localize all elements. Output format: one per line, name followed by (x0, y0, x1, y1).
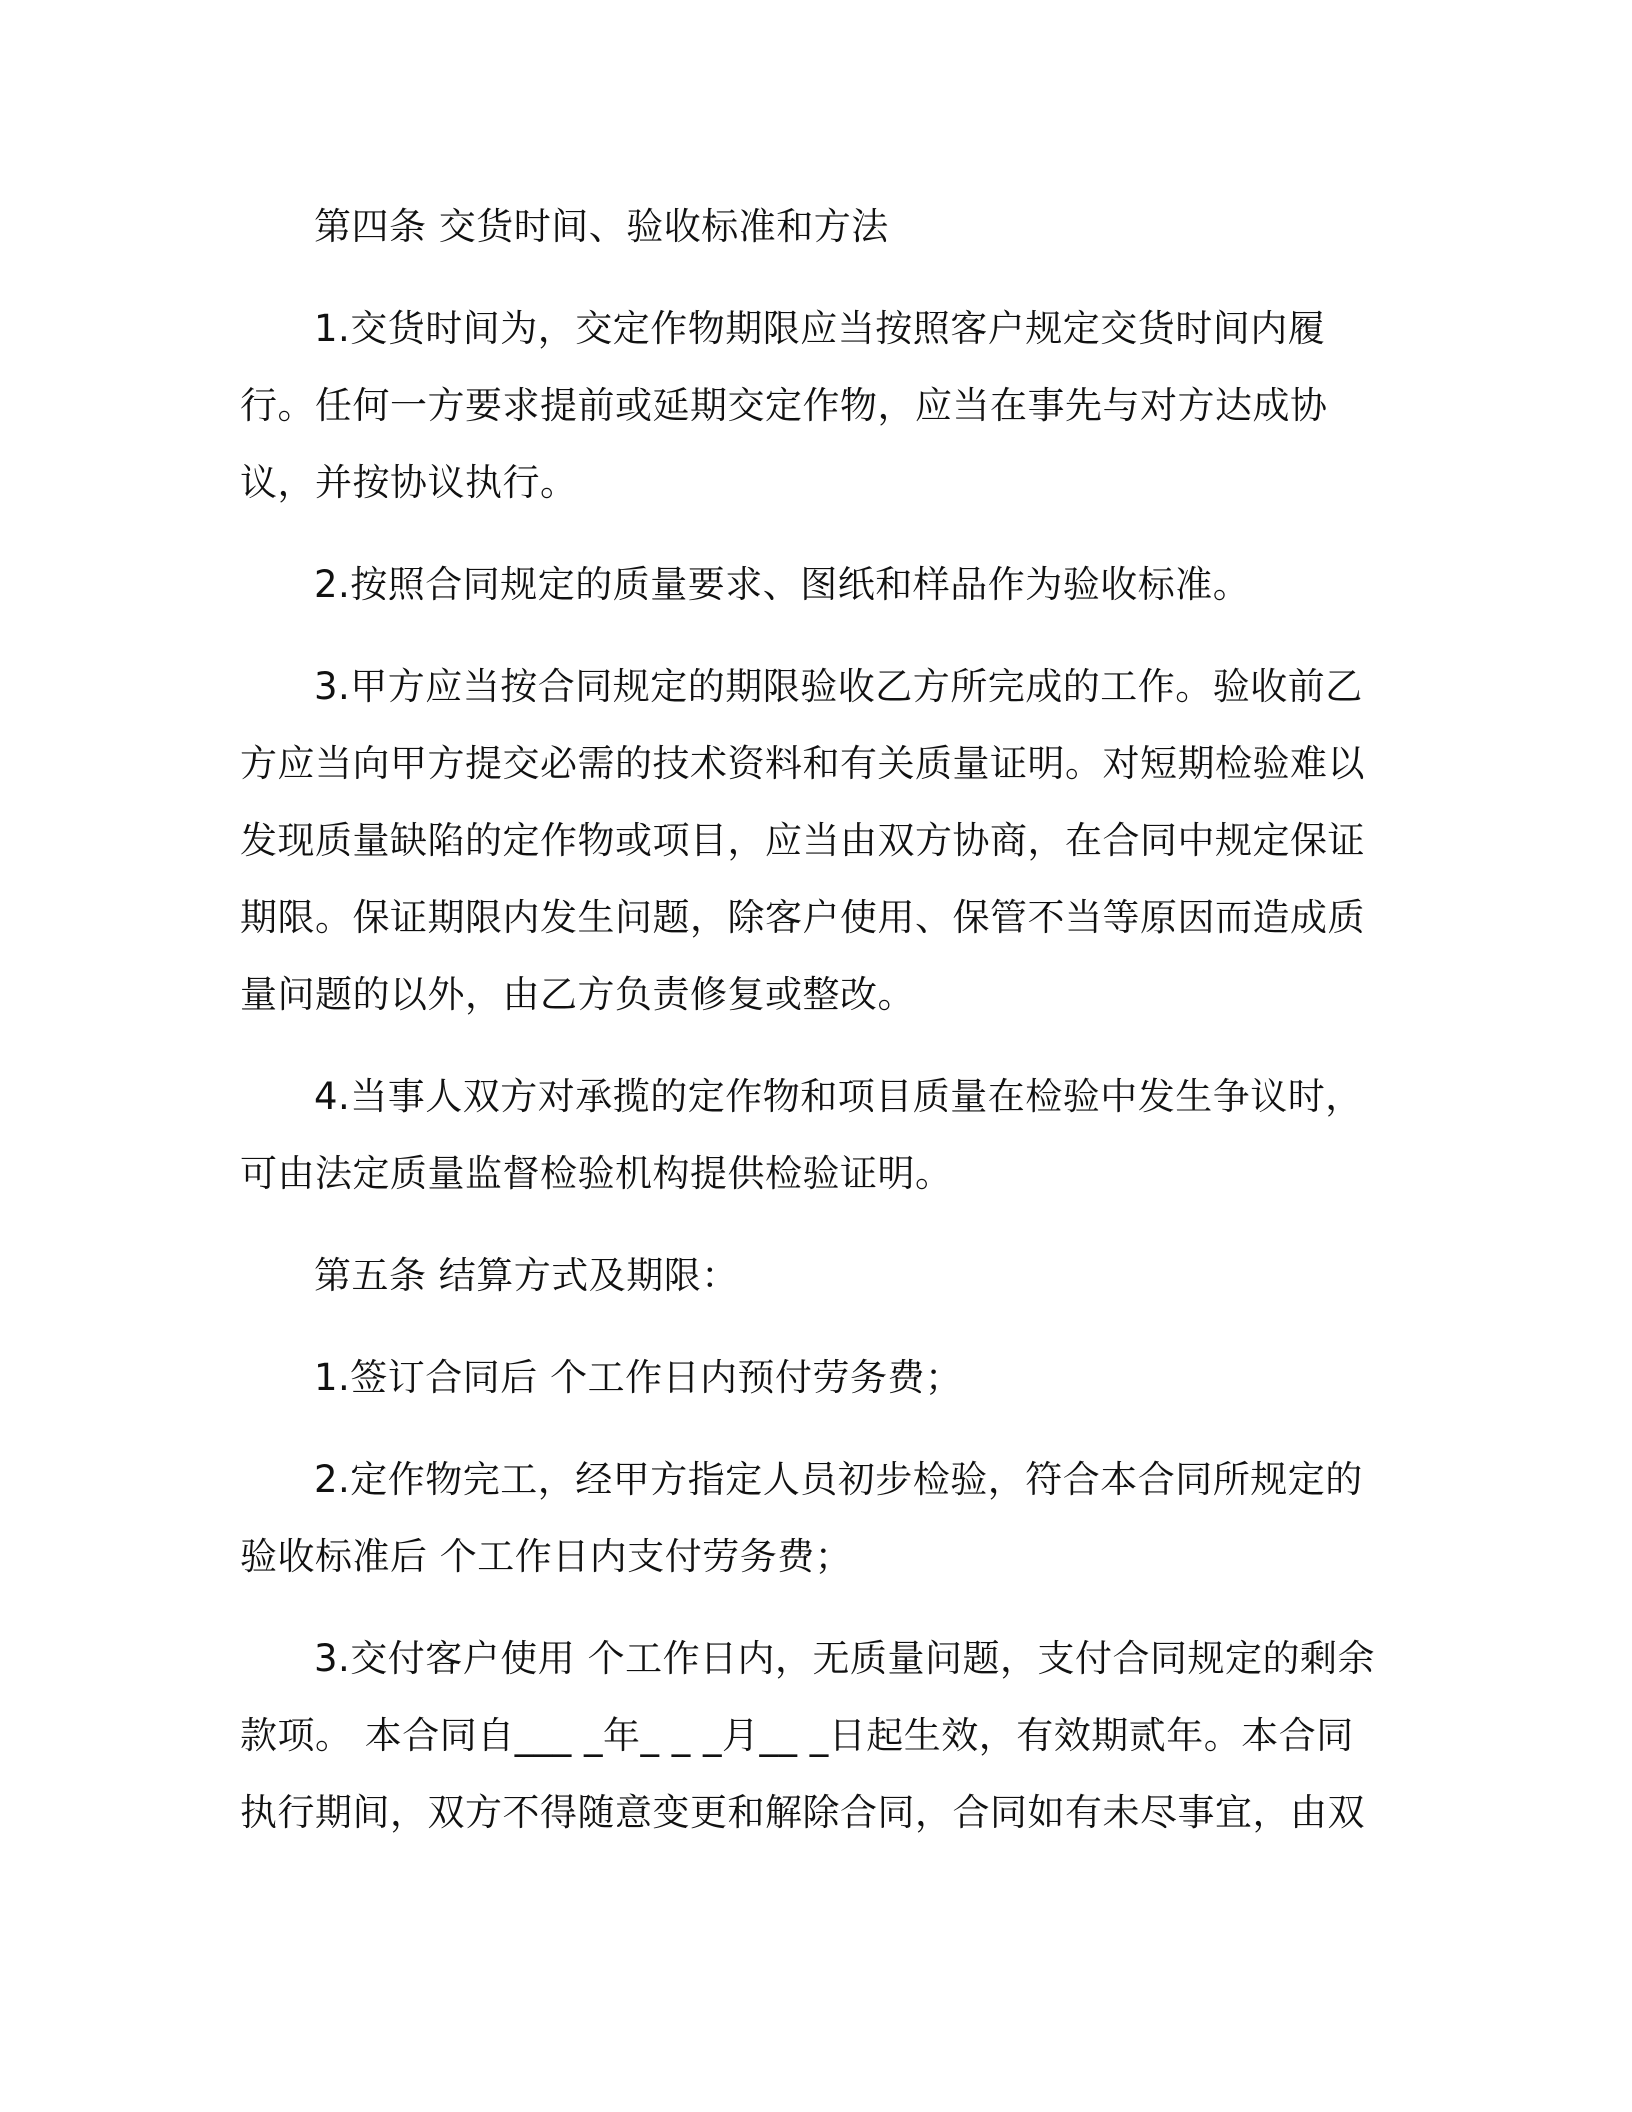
paragraph-5-2-completion-payment: 2.定作物完工，经甲方指定人员初步检验，符合本合同所规定的验收标准后 个工作日内支付劳务费； (240, 1458, 1363, 1578)
paragraph-4-4-quality-dispute: 4.当事人双方对承揽的定作物和项目质量在检验中发生争议时，可由法定质量监督检验机构提供检验证明。 (240, 1075, 1363, 1195)
paragraph-4-1-delivery-time: 1.交货时间为，交定作物期限应当按照客户规定交货时间内履行。任何一方要求提前或延期交定作物，应当在事先与对方达成协议，并按协议执行。 (240, 307, 1328, 504)
paragraph-4-2-acceptance-standard: 2.按照合同规定的质量要求、图纸和样品作为验收标准。 (314, 563, 1251, 606)
section-heading-article-5: 第五条 结算方式及期限： (314, 1254, 739, 1297)
paragraph-4-3-acceptance-procedure: 3.甲方应当按合同规定的期限验收乙方所完成的工作。验收前乙方应当向甲方提交必需的技术资料和有关质量证明。对短期检验难以发现质量缺陷的定作物或项目，应当由双方协商，在合同中规定保证期限。保证期限内发生问题，除客户使用、保管不当等原因而造成质量问题的以外，由乙方负责修复或整改。 (240, 665, 1365, 1016)
paragraph-5-3-final-payment: 3.交付客户使用 个工作日内，无质量问题，支付合同规定的剩余款项。 本合同自___ _年_ _ _月__ _日起生效，有效期贰年。本合同执行期间，双方不得随意变更和解除合同，合同如有未尽事宜，由双 (240, 1637, 1376, 1834)
paragraph-5-1-prepayment: 1.签订合同后 个工作日内预付劳务费； (314, 1356, 963, 1399)
section-heading-article-4: 第四条 交货时间、验收标准和方法 (314, 205, 889, 248)
document-body (240, 188, 1380, 1876)
